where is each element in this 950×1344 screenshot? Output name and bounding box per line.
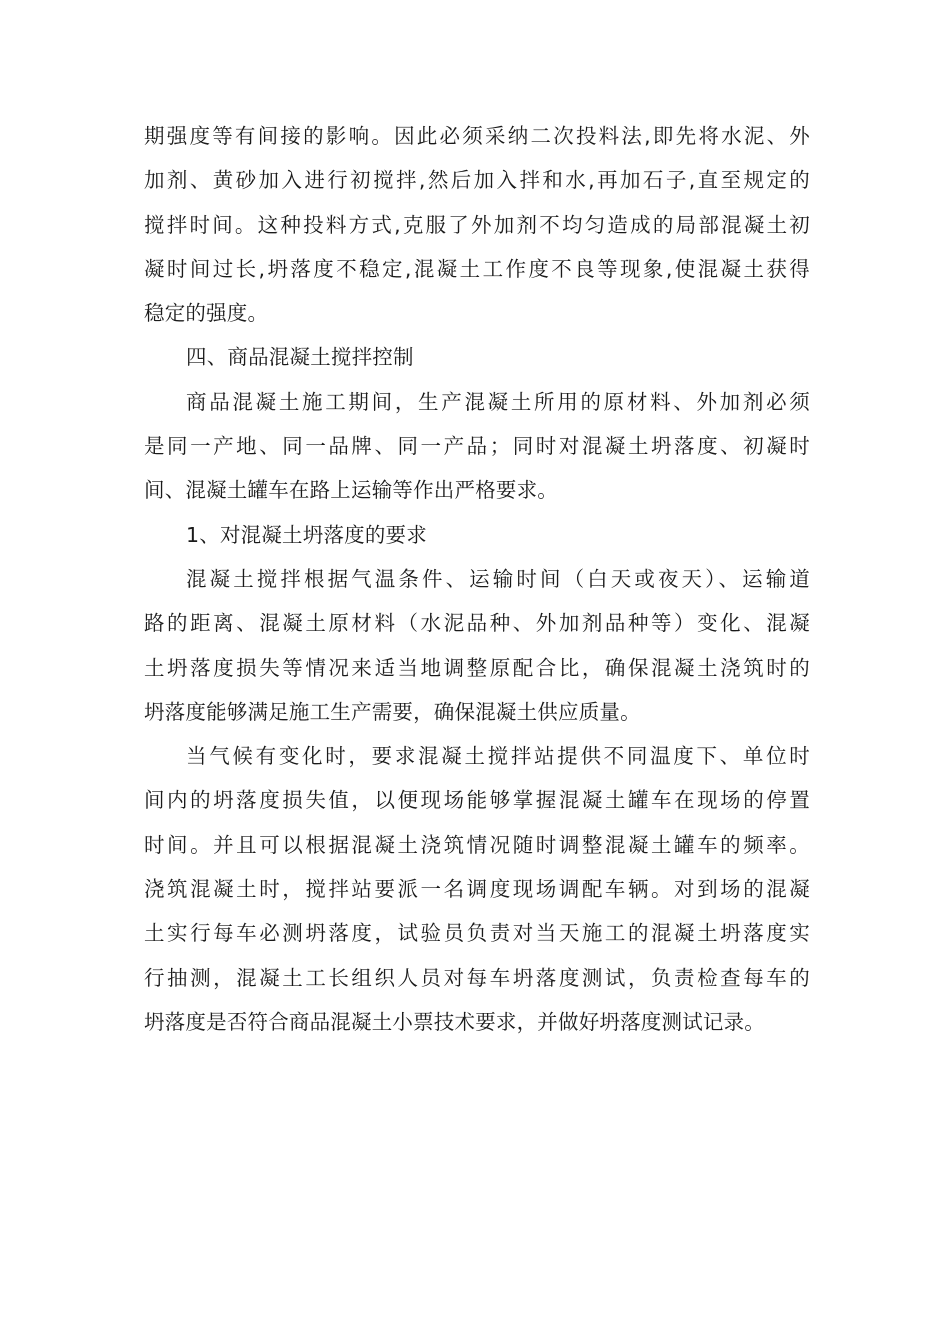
text-line: 浇筑混凝土时，搅拌站要派一名调度现场调配车辆。对到场的混凝 <box>144 877 810 902</box>
paragraph-material-requirements <box>144 380 810 513</box>
text-line: 期强度等有间接的影响。因此必须采纳二次投料法,即先将水泥、外 <box>144 124 810 148</box>
text-line: 坍落度能够满足施工生产需要，确保混凝土供应质量。 <box>144 699 641 724</box>
text-line: 是同一产地、同一品牌、同一产品；同时对混凝土坍落度、初凝时 <box>144 434 810 459</box>
text-line: 稳定的强度。 <box>144 301 269 326</box>
text-line: 路的距离、混凝土原材料（水泥品种、外加剂品种等）变化、混凝 <box>144 611 810 636</box>
heading-text: 四、商品混凝土搅拌控制 <box>186 345 414 370</box>
text-line: 混凝土搅拌根据气温条件、运输时间（白天或夜天）、运输道 <box>186 566 810 591</box>
text-line: 土实行每车必测坍落度，试验员负责对当天施工的混凝土坍落度实 <box>144 921 810 946</box>
paragraph-weather-changes <box>144 734 810 1044</box>
text-line: 土坍落度损失等情况来适当地调整原配合比，确保混凝土浇筑时的 <box>144 655 810 680</box>
text-line: 行抽测，混凝土工长组织人员对每车坍落度测试，负责检查每车的 <box>144 965 810 990</box>
text-line: 当气候有变化时，要求混凝土搅拌站提供不同温度下、单位时 <box>186 744 810 769</box>
text-line: 搅拌时间。这种投料方式,克服了外加剂不均匀造成的局部混凝土初 <box>144 212 810 237</box>
text-line: 坍落度是否符合商品混凝土小票技术要求，并做好坍落度测试记录。 <box>144 1009 765 1034</box>
text-line: 间、混凝土罐车在路上运输等作出严格要求。 <box>144 478 558 503</box>
paragraph-slump-adjustment <box>144 557 810 734</box>
text-line: 商品混凝土施工期间，生产混凝土所用的原材料、外加剂必须 <box>186 389 810 414</box>
text-line: 凝时间过长,坍落度不稳定,混凝土工作度不良等现象,使混凝土获得 <box>144 256 810 281</box>
text-line: 间内的坍落度损失值，以便现场能够掌握混凝土罐车在现场的停置 <box>144 788 810 813</box>
subsection-heading-1 <box>144 513 810 557</box>
text-line: 加剂、黄砂加入进行初搅拌,然后加入拌和水,再加石子,直至规定的 <box>144 168 810 193</box>
paragraph-mixing-procedure <box>144 114 810 335</box>
section-heading-4 <box>144 335 810 379</box>
text-line: 时间。并且可以根据混凝土浇筑情况随时调整混凝土罐车的频率。 <box>144 832 810 857</box>
document-body <box>144 114 810 1044</box>
heading-text: 1、对混凝土坍落度的要求 <box>186 522 427 547</box>
